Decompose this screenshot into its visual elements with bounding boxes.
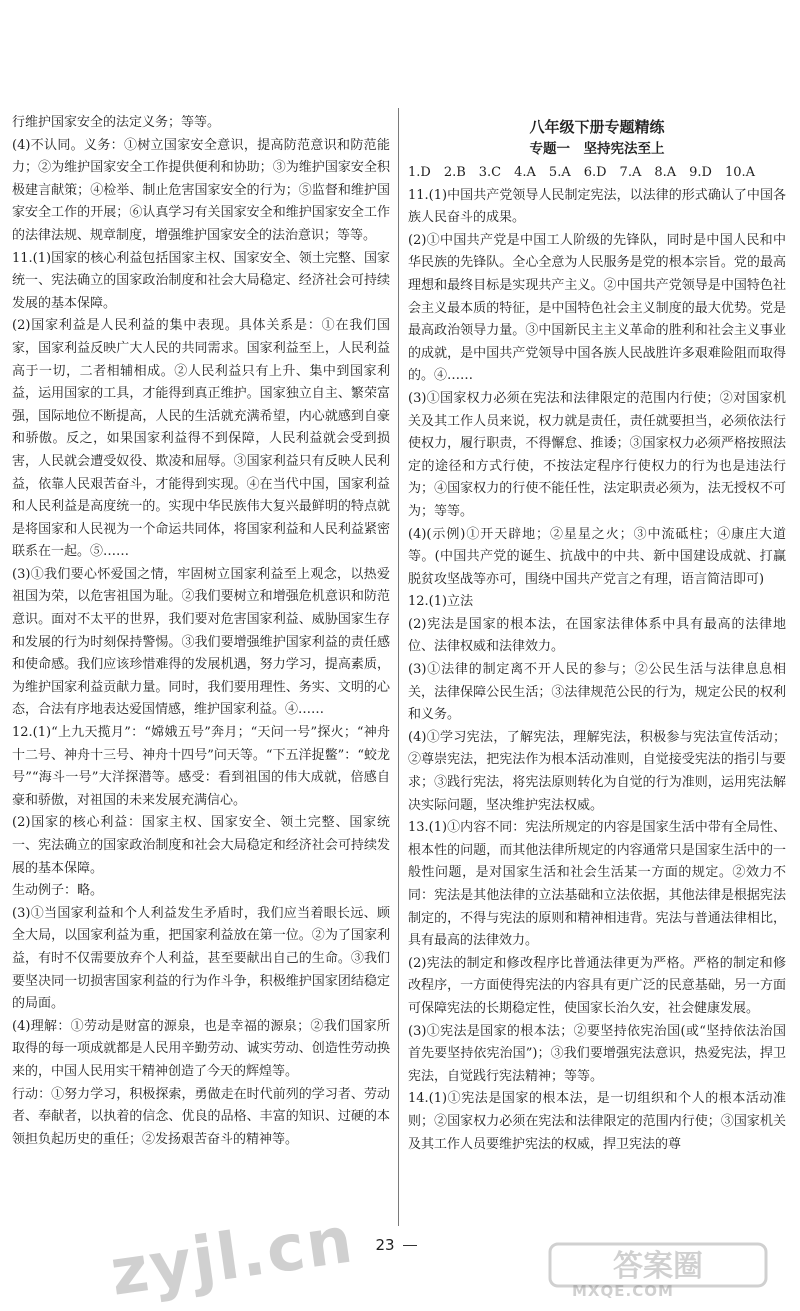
page-number <box>0 1236 800 1254</box>
watermark-logo-text: 答案圈 <box>613 1249 703 1284</box>
right-paragraph: 13.(1)①内容不同：宪法所规定的内容是国家生活中带有全局性、根本性的问题，而其他法律所规定的内容通常只是国家生活中的一般性问题，是对国家生活和社会生活某一方面的规定。②效力不同：宪法是其他法律的立法基础和立法依据，其他法律是根据宪法制定的，不得与宪法的原则和精神相违背。宪法与普通法律相比，具有最高的法律效力。 <box>408 820 786 949</box>
right-paragraph: (3)①宪法是国家的根本法；②要坚持依宪治国(或“坚持依法治国首先要坚持依宪治国”)；③我们要增强宪法意识，热爱宪法，捍卫宪法，自觉践行宪法精神；等等。 <box>408 1023 786 1084</box>
watermark-left: zyjl.cn <box>106 1203 359 1311</box>
left-paragraph: (3)①我们要心怀爱国之情，牢固树立国家利益至上观念，以热爱祖国为荣，以危害祖国为耻。②我们要树立和增强危机意识和防范意识。面对不太平的世界，我们要对危害国家利益、威胁国家生存和发展的行为时刻保持警惕。③我们要增强维护国家利益的责任感和使命感。我们应该珍惜难得的发展机遇，努力学习，提高素质，为维护国家利益贡献力量。同时，我们要用理性、务实、文明的心态，合法有序地表达爱国情感，维护国家利益。④…… <box>12 566 390 718</box>
left-paragraph: 行动：①努力学习，积极探索，勇做走在时代前列的学习者、劳动者、奉献者，以执着的信念、优良的品格、丰富的知识、过硬的本领担负起历史的重任；②发扬艰苦奋斗的精神等。 <box>12 1086 390 1147</box>
right-paragraph: (3)①法律的制定离不开人民的参与；②公民生活与法律息息相关，法律保障公民生活；③法律规范公民的行为，规定公民的权利和义务。 <box>408 662 786 723</box>
right-paragraph: (2)宪法是国家的根本法，在国家法律体系中具有最高的法律地位、法律权威和法律效力。 <box>408 616 786 655</box>
left-paragraph: (4)不认同。义务：①树立国家安全意识，提高防范意识和防范能力；②为维护国家安全工作提供便利和协助；③为维护国家安全积极建言献策；④检举、制止危害国家安全的行为；⑤监督和维护国家安全工作的开展；⑥认真学习有关国家安全和维护国家安全工作的法律法规、规章制度，增强维护国家安全的法治意识；等等。 <box>12 137 390 243</box>
right-paragraph: (2)①中国共产党是中国工人阶级的先锋队，同时是中国人民和中华民族的先锋队。全心全意为人民服务是党的根本宗旨。党的最高理想和最终目标是实现共产主义。②中国共产党领导是中国特色社会主义最本质的特征，是中国特色社会主义制度的最大优势。党是最高政治领导力量。③中国新民主主义革命的胜利和社会主义事业的成就，是中国共产党领导中国各族人民战胜许多艰难险阻而取得的。④…… <box>408 232 786 384</box>
page-number-dash <box>403 1245 417 1246</box>
right-paragraph: 12.(1)立法 <box>408 594 474 610</box>
right-paragraph: (4)①学习宪法，了解宪法，理解宪法，积极参与宪法宣传活动；②尊崇宪法，把宪法作为根本活动准则，自觉接受宪法的指引与要求；③践行宪法，将宪法原则转化为自觉的行为准则，运用宪法解决实际问题，坚决维护宪法权威。 <box>408 729 786 813</box>
left-paragraph: 生动例子：略。 <box>12 883 104 899</box>
right-column <box>408 116 786 1156</box>
right-paragraph: (4)(示例)①开天辟地；②星星之火；③中流砥柱；④康庄大道等。(中国共产党的诞生、抗战中的中共、新中国建设成就、打赢脱贫攻坚战等亦可，围绕中国共产党言之有理，语言简洁即可) <box>408 526 786 587</box>
right-paragraph: (3)①国家权力必须在宪法和法律限定的范围内行使；②对国家机关及其工作人员来说，权力就是责任，责任就要担当，必须依法行使权力，履行职责，不得懈怠、推诿；③国家权力必须严格按照法定的途径和方式行使，不按法定程序行使权力的行为也是违法行为；④国家权力的行使不能任性，法定职责必须为，法无授权不可为；等等。 <box>408 390 786 519</box>
left-column <box>12 112 390 1151</box>
section-title: 八年级下册专题精练 <box>529 118 665 136</box>
page-number-text: 23 <box>375 1236 395 1254</box>
section-subtitle: 专题一 坚持宪法至上 <box>529 141 665 157</box>
left-paragraph: 11.(1)国家的核心利益包括国家主权、国家安全、领土完整、国家统一、宪法确立的国家政治制度和社会大局稳定、经济社会可持续发展的基本保障。 <box>12 250 390 311</box>
left-paragraph: 行维护国家安全的法定义务；等等。 <box>12 115 221 130</box>
watermark-url: MXQE.COM <box>572 1282 674 1300</box>
left-paragraph: (2)国家利益是人民利益的集中表现。具体关系是：①在我们国家，国家利益反映广大人民的共同需求。国家利益至上，人民利益高于一切，二者相辅相成。②人民利益只有上升、集中到国家利益，运用国家的工具，才能得到真正维护。国家独立自主、繁荣富强，国际地位不断提高，人民的生活就充满希望，内心就感到自豪和骄傲。反之，如果国家利益得不到保障，人民利益就会受到损害，人民就会遭受奴役、欺凌和屈辱。③国家利益只有反映人民利益，依靠人民艰苦奋斗，才能得到实现。④在当代中国，国家利益和人民利益是高度统一的。实现中华民族伟大复兴最鲜明的特点就是将国家和人民视为一个命运共同体，将国家利益和人民利益紧密联系在一起。⑤…… <box>12 318 390 560</box>
column-divider <box>398 108 399 1226</box>
left-paragraph: (2)国家的核心利益：国家主权、国家安全、领土完整、国家统一、宪法确立的国家政治制度和社会大局稳定和经济社会可持续发展的基本保障。 <box>12 815 390 876</box>
right-paragraph: 1.D 2.B 3.C 4.A 5.A 6.D 7.A 8.A 9.D 10.A <box>408 165 756 180</box>
left-paragraph: 12.(1)“上九天揽月”：“嫦娥五号”奔月；“天问一号”探火；“神舟十二号、神舟十三号、神舟十四号”问天等。“下五洋捉鳖”：“蛟龙号”“海斗一号”大洋探潜等。感受：看到祖国的伟大成就，倍感自豪和骄傲，对祖国的未来发展充满信心。 <box>12 725 390 808</box>
right-paragraph: 14.(1)①宪法是国家的根本法，是一切组织和个人的根本活动准则；②国家权力必须在宪法和法律限定的范围内行使；③国家机关及其工作人员要维护宪法的权威，捍卫宪法的尊 <box>408 1091 786 1152</box>
right-paragraph: (2)宪法的制定和修改程序比普通法律更为严格。严格的制定和修改程序，一方面使得宪法的内容具有更广泛的民意基础，另一方面可保障宪法的长期稳定性，使国家长治久安，社会健康发展。 <box>408 955 786 1016</box>
left-paragraph: (4)理解：①劳动是财富的源泉，也是幸福的源泉；②我们国家所取得的每一项成就都是人民用辛勤劳动、诚实劳动、创造性劳动换来的，中国人民用实干精神创造了今天的辉煌等。 <box>12 1018 390 1079</box>
left-paragraph: (3)①当国家利益和个人利益发生矛盾时，我们应当着眼长远、顾全大局，以国家利益为重，把国家利益放在第一位。②为了国家利益，有时不仅需要放弃个人利益，甚至要献出自己的生命。③我们要坚决同一切损害国家利益的行为作斗争，积极维护国家团结稳定的局面。 <box>12 905 390 1012</box>
right-paragraph: 11.(1)中国共产党领导人民制定宪法，以法律的形式确认了中国各族人民奋斗的成果。 <box>408 187 786 226</box>
